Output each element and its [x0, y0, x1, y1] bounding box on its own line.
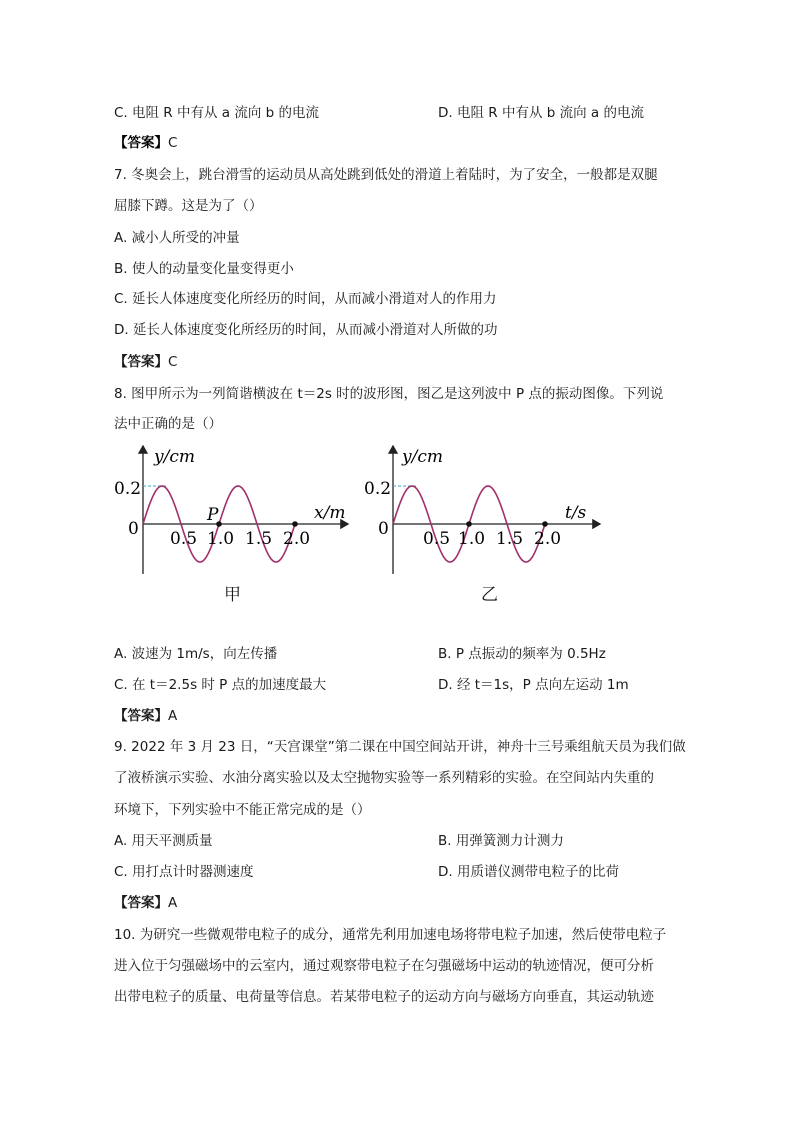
yi-end-marker [542, 521, 548, 527]
jia-y-label: y/cm [154, 447, 195, 467]
yi-origin-label: 0 [378, 519, 389, 539]
q8-option-b: B. P 点振动的频率为 0.5Hz [438, 646, 606, 662]
q9-option-c: C. 用打点计时器测速度 [114, 864, 254, 880]
q8-stem-line2: 法中正确的是（） [114, 416, 222, 432]
yi-amp-label: 0.2 [364, 479, 392, 499]
q7-option-b: B. 使人的动量变化量变得更小 [114, 261, 294, 277]
answer-value: A [168, 708, 178, 724]
jia-end-marker [292, 521, 298, 527]
q9-answer [114, 894, 177, 912]
yi-tick-0.5: 0.5 [423, 529, 451, 549]
yi-tick-1.0: 1.0 [458, 529, 486, 549]
answer-value: C [168, 135, 178, 151]
q8-answer [114, 707, 177, 725]
answer-value: C [168, 354, 178, 370]
yi-tick-1.5: 1.5 [496, 529, 524, 549]
answer-label: 【答案】 [114, 135, 168, 151]
jia-tick-1.5: 1.5 [245, 529, 273, 549]
q7-option-d: D. 延长人体速度变化所经历的时间，从而减小滑道对人所做的功 [114, 322, 498, 338]
q6-option-c: C. 电阻 R 中有从 a 流向 b 的电流 [114, 105, 319, 121]
jia-tick-2.0: 2.0 [283, 529, 311, 549]
q8-option-c: C. 在 t＝2.5s 时 P 点的加速度最大 [114, 677, 327, 693]
q10-stem-line1: 10. 为研究一些微观带电粒子的成分，通常先利用加速电场将带电粒子加速，然后使带电粒子 [114, 927, 667, 943]
q7-answer [114, 353, 177, 371]
jia-tick-1.0: 1.0 [207, 529, 235, 549]
yi-mid-marker [466, 521, 472, 527]
q9-option-b: B. 用弹簧测力计测力 [438, 833, 564, 849]
jia-origin-label: 0 [128, 519, 139, 539]
answer-label: 【答案】 [114, 708, 168, 724]
answer-label: 【答案】 [114, 354, 168, 370]
q10-stem-line2: 进入位于匀强磁场中的云室内，通过观察带电粒子在匀强磁场中运动的轨迹情况，便可分析 [114, 958, 654, 974]
q7-option-a: A. 减小人所受的冲量 [114, 230, 240, 246]
jia-x-label: x/m [314, 503, 346, 523]
point-p-label: P [207, 505, 219, 525]
figure-yi [360, 438, 610, 588]
q8-option-a: A. 波速为 1m/s，向左传播 [114, 646, 278, 662]
yi-x-label: t/s [565, 503, 587, 523]
answer-label: 【答案】 [114, 895, 168, 911]
q6-answer [114, 134, 177, 152]
q9-stem-line3: 环境下，下列实验中不能正常完成的是（） [114, 802, 371, 818]
figure-jia [108, 438, 358, 588]
q7-stem-line1: 7. 冬奥会上，跳台滑雪的运动员从高处跳到低处的滑道上着陆时，为了安全，一般都是双腿 [114, 167, 658, 183]
q9-stem-line1: 9. 2022 年 3 月 23 日，“天宫课堂”第二课在中国空间站开讲，神舟十三号乘组航天员为我们做 [114, 739, 686, 755]
jia-amp-label: 0.2 [114, 479, 142, 499]
figure-yi-caption: 乙 [481, 585, 498, 605]
jia-tick-0.5: 0.5 [170, 529, 198, 549]
q9-stem-line2: 了液桥演示实验、水油分离实验以及太空抛物实验等一系列精彩的实验。在空间站内失重的 [114, 770, 654, 786]
yi-y-label: y/cm [402, 447, 443, 467]
answer-value: A [168, 895, 178, 911]
q8-stem-line1: 8. 图甲所示为一列简谐横波在 t＝2s 时的波形图，图乙是这列波中 P 点的振动图像。下列说 [114, 386, 664, 402]
figure-jia-caption: 甲 [224, 585, 241, 605]
q8-option-d: D. 经 t＝1s，P 点向左运动 1m [438, 677, 629, 693]
q9-option-d: D. 用质谱仪测带电粒子的比荷 [438, 864, 619, 880]
q10-stem-line3: 出带电粒子的质量、电荷量等信息。若某带电粒子的运动方向与磁场方向垂直，其运动轨迹 [114, 989, 654, 1005]
q7-option-c: C. 延长人体速度变化所经历的时间，从而减小滑道对人的作用力 [114, 291, 497, 307]
q6-option-d: D. 电阻 R 中有从 b 流向 a 的电流 [438, 105, 644, 121]
q9-option-a: A. 用天平测质量 [114, 833, 213, 849]
q7-stem-line2: 屈膝下蹲。这是为了（） [114, 198, 263, 214]
yi-tick-2.0: 2.0 [534, 529, 562, 549]
